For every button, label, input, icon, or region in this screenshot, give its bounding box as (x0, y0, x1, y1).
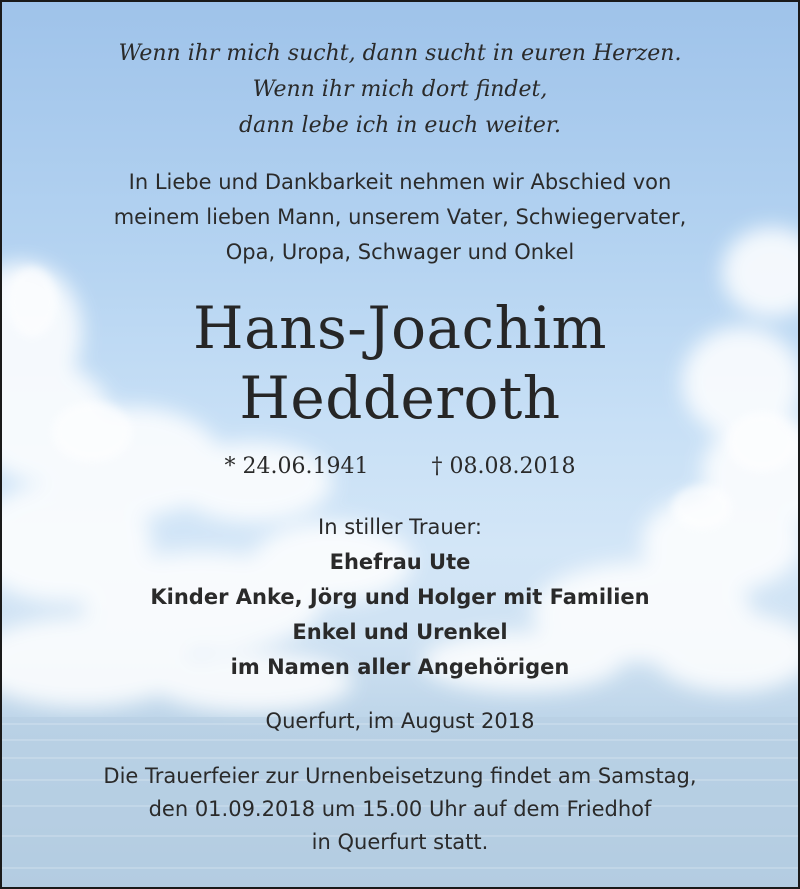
mourning-intro: In stiller Trauer: (318, 515, 482, 539)
motto-line: Wenn ihr mich sucht, dann sucht in euren Herzen. (118, 41, 682, 66)
intro-line: meinem lieben Mann, unserem Vater, Schwiegervater, (113, 205, 687, 229)
mourner-line: im Namen aller Angehörigen (230, 655, 570, 679)
funeral-line: Die Trauerfeier zur Urnenbeisetzung findet am Samstag, (103, 764, 697, 788)
mourner-line: Kinder Anke, Jörg und Holger mit Familien (150, 585, 650, 609)
funeral-line: in Querfurt statt. (311, 830, 489, 854)
intro-line: Opa, Uropa, Schwager und Onkel (225, 240, 575, 264)
birth-date: * 24.06.1941 (224, 454, 369, 479)
last-name: Hedderoth (239, 364, 561, 432)
motto-line: Wenn ihr mich dort findet, (252, 77, 548, 102)
mourner-line: Ehefrau Ute (329, 550, 471, 574)
funeral-info (2, 760, 798, 859)
funeral-line: den 01.09.2018 um 15.00 Uhr auf dem Friedhof (148, 797, 652, 821)
deceased-name (2, 293, 798, 433)
mourners-block (2, 510, 798, 685)
motto-line: dann lebe ich in euch weiter. (239, 113, 561, 138)
mourner-line: Enkel und Urenkel (292, 620, 508, 644)
intro-line: In Liebe und Dankbarkeit nehmen wir Abschied von (128, 170, 672, 194)
place-date-text: Querfurt, im August 2018 (265, 709, 535, 733)
death-date: † 08.08.2018 (431, 454, 576, 479)
motto-verse (2, 36, 798, 144)
farewell-intro (2, 165, 798, 270)
first-name: Hans-Joachim (192, 294, 607, 362)
life-dates (2, 450, 798, 484)
place-date (2, 704, 798, 738)
